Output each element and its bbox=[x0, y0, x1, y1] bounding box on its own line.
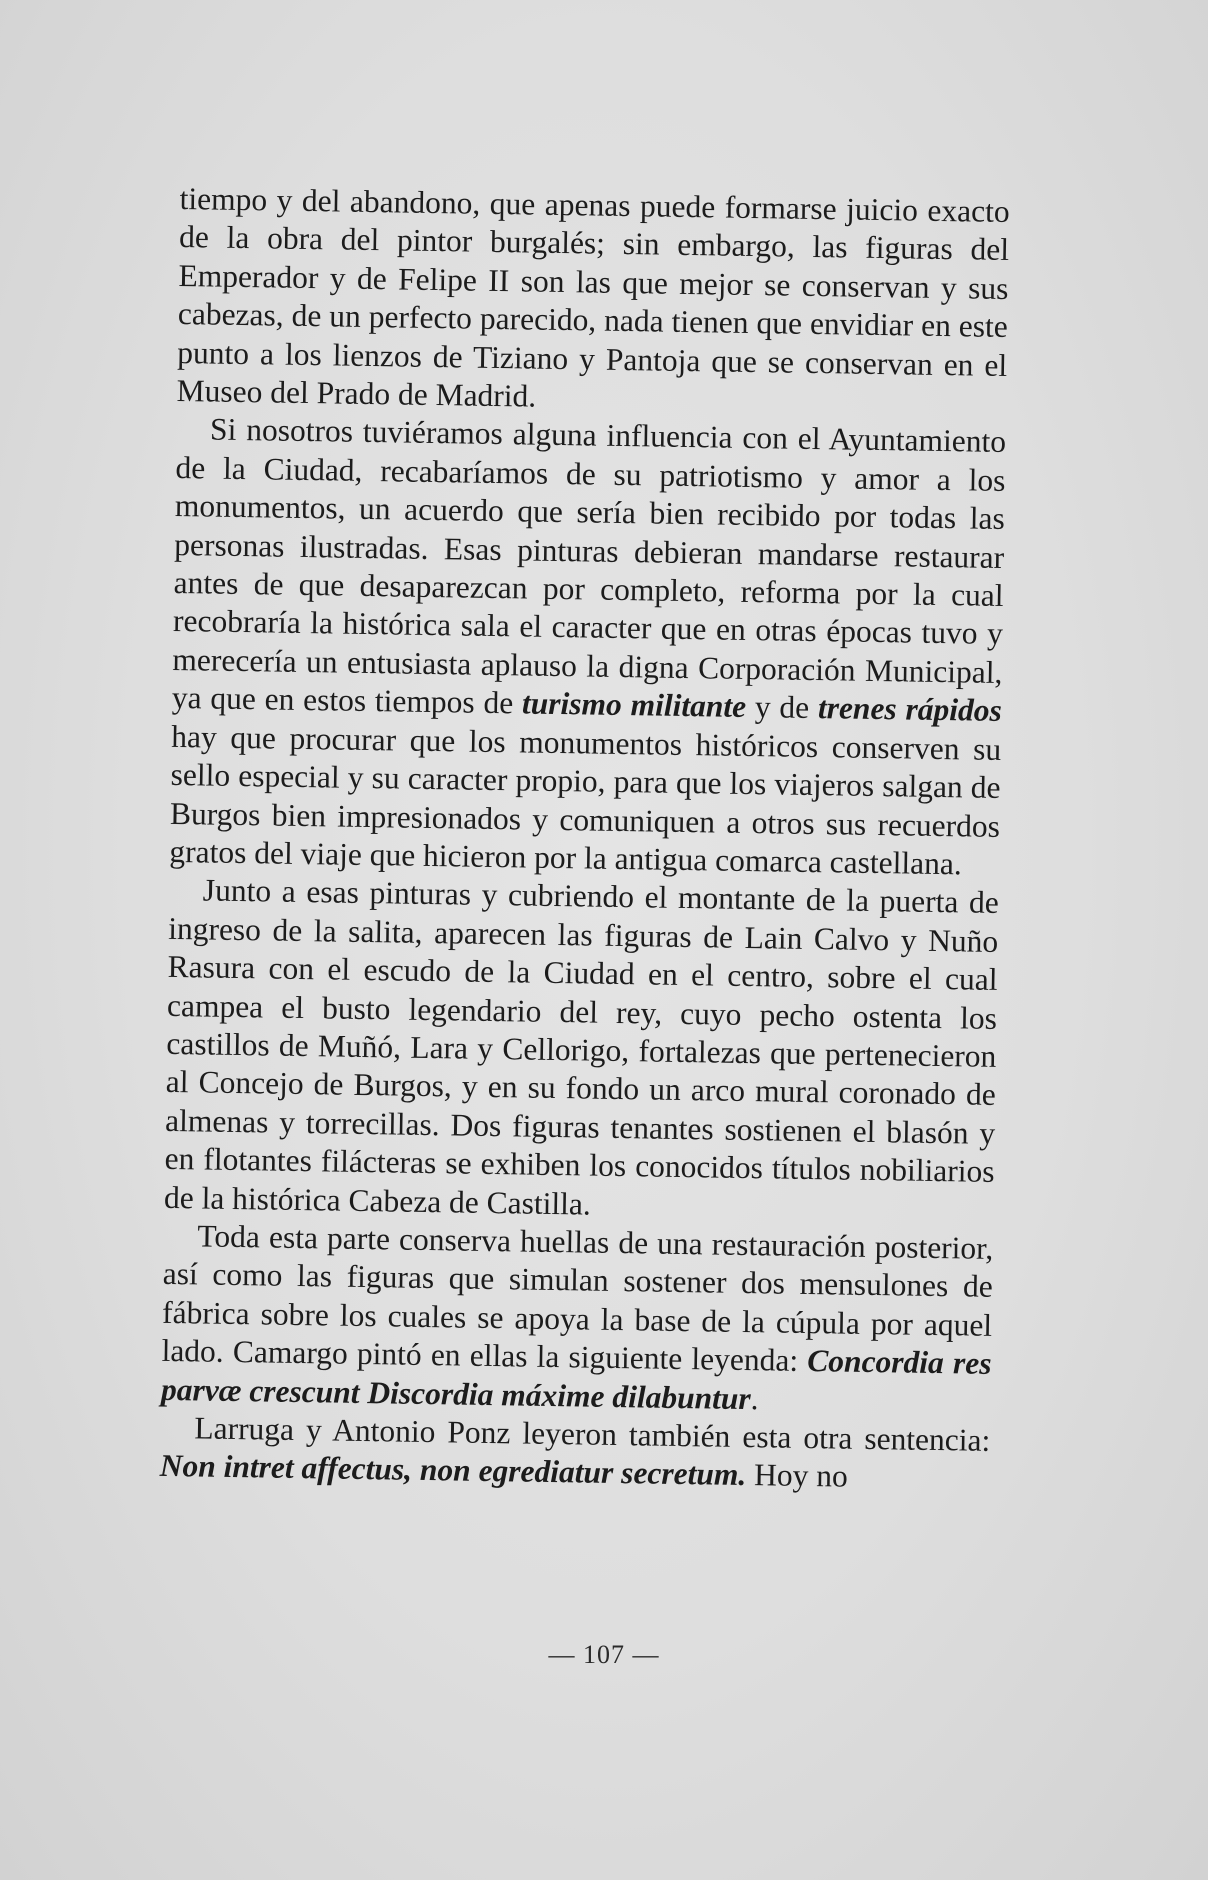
text-run: tiempo y del abandono, que apenas puede formarse juicio exacto de la obra del pintor burgalés; sin embargo, las figuras del Emperador y de Felipe II son las que mejor se conservan y sus cabezas, de un perfecto parecido, nada tienen que envidiar en este punto a los lienzos de Tiziano y Pantoja que se conservan en el Museo del Prado de Madrid. bbox=[176, 180, 1010, 414]
body-text bbox=[159, 180, 1009, 1499]
paragraph bbox=[161, 1217, 994, 1422]
text-run: Junto a esas pinturas y cubriendo el montante de la puerta de ingreso de la salita, aparecen las figuras de Lain Calvo y Nuño Rasura con el escudo de la Ciudad en el centro, sobre el cual campea el busto legendario del rey, cuyo pecho ostenta los castillos de Muñó, Lara y Cellorigo, fortalezas que pertenecieron al Concejo de Burgos, y en su fondo un arco mural coronado de almenas y torrecillas. Dos figuras tenantes sostienen el blasón y en flotantes filácteras se exhiben los conocidos títulos nobiliarios de la histórica Cabeza de Castilla. bbox=[163, 872, 1000, 1222]
text-run: y de bbox=[745, 689, 819, 726]
text-run: Si nosotros tuviéramos alguna influencia con el Ayuntamiento de la Ciudad, recabaríamos de su patriotismo y amor a los monumentos, un acuerdo que sería bien recibido por todas las personas ilustradas. Esas pinturas debieran mandarse restaurar antes de que desaparezcan por completo, reforma por la cual recobraría la histórica sala el caracter que en otras épocas tuvo y merecería un entusiasta aplauso la digna Corporación Municipal, ya que en estos tiempos de bbox=[171, 411, 1007, 721]
paragraph bbox=[176, 180, 1010, 423]
italic-phrase: Concordia res parvæ crescunt Discordia máxime dilabuntur bbox=[160, 1343, 992, 1416]
page-number: — 107 — bbox=[548, 1640, 660, 1669]
paragraph bbox=[169, 410, 1006, 884]
italic-phrase: trenes rápidos bbox=[817, 690, 1003, 729]
text-run: Toda esta parte conserva huellas de una restauración posterior, así como las figuras que simulan sostener dos mensulones de fábrica sobre los cuales se apoya la base de la cúpula por aquel lado. Camargo pintó en ellas la siguiente leyenda: bbox=[161, 1218, 994, 1379]
italic-phrase: Non intret affectus, non egrediatur secretum. bbox=[159, 1448, 747, 1493]
paragraph bbox=[159, 1409, 990, 1499]
italic-phrase: turismo militante bbox=[521, 685, 747, 725]
paragraph bbox=[164, 871, 999, 1230]
text-run: hay que procurar que los monumentos históricos conserven su sello especial y su caracter propio, para que los viajeros salgan de Burgos bien impresionados y comuniquen a otros sus recuerdos gratos del viaje que hicieron por la antigua comarca castellana. bbox=[169, 718, 1002, 882]
text-run: Hoy no bbox=[746, 1457, 849, 1495]
text-run: Larruga y Antonio Ponz leyeron también esta otra sentencia: bbox=[194, 1410, 991, 1458]
text-run: . bbox=[750, 1380, 759, 1416]
